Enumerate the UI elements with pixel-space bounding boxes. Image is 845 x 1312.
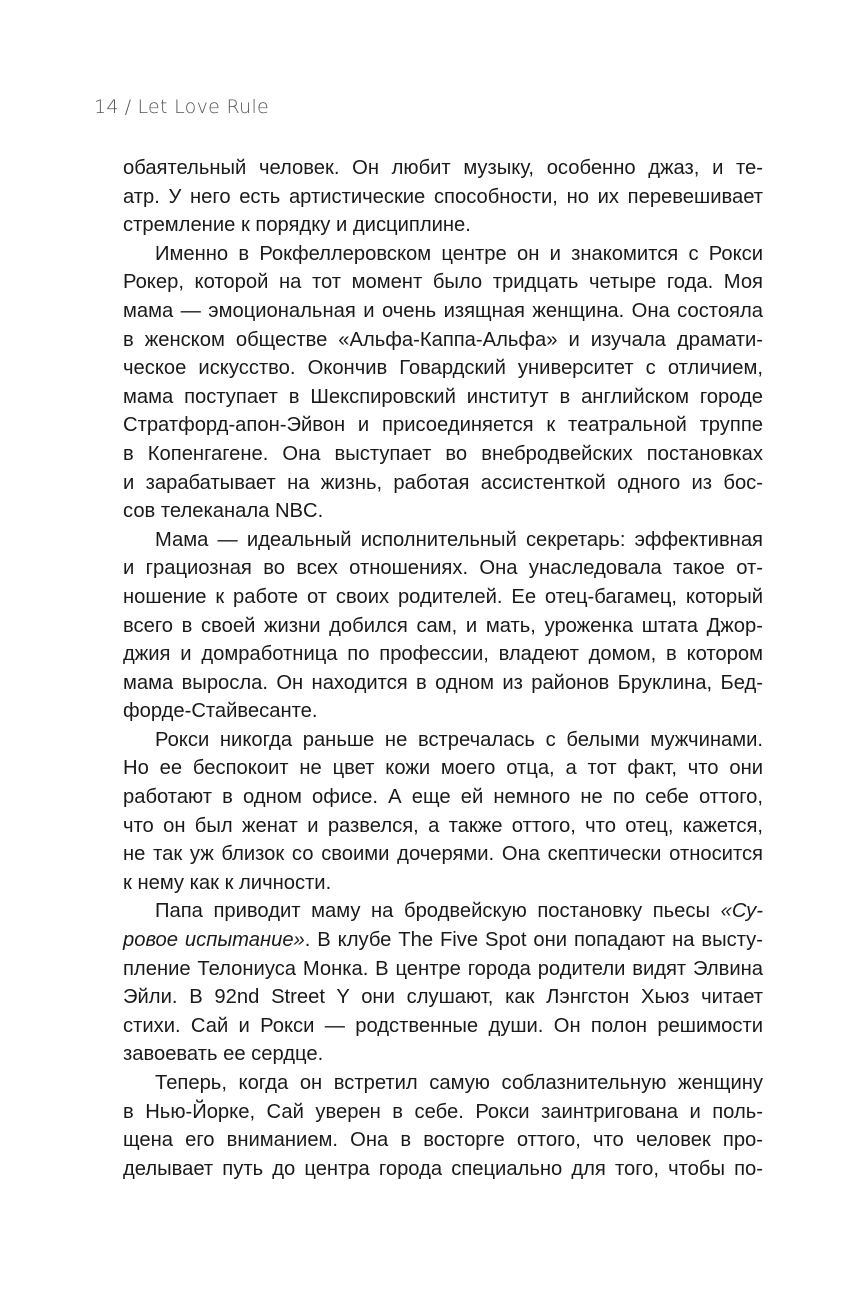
- text-line: Стратфорд-апон-Эйвон и присоединяется к театральной труппе: [123, 414, 763, 437]
- text-line: завоевать ее сердце.: [123, 1043, 324, 1066]
- text-line: Именно в Рокфеллеровском центре он и знакомится с Рокси: [155, 242, 763, 265]
- text-span: Папа приводит маму на бродвейскую постановку пьесы: [155, 900, 721, 923]
- page-number: 14: [94, 96, 119, 118]
- text-line: всего в своей жизни добился сам, и мать, уроженка штата Джор-: [123, 614, 763, 637]
- text-line: и грациозная во всех отношениях. Она унаследовала такое от-: [123, 557, 763, 580]
- text-line: сов телеканала NBC.: [123, 500, 324, 523]
- text-line: работают в одном офисе. А еще ей немного не по себе оттого,: [123, 786, 763, 809]
- text-line: Теперь, когда он встретил самую соблазнительную женщину: [155, 1072, 763, 1094]
- text-line: щена его вниманием. Она в восторге оттого, что человек про-: [123, 1129, 763, 1152]
- body-text: [123, 154, 763, 1183]
- header-separator: /: [124, 96, 132, 118]
- text-line: в Нью-Йорке, Сай уверен в себе. Рокси заинтригована и поль-: [123, 1100, 763, 1123]
- text-line: что он был женат и развелся, а также оттого, что отец, кажется,: [123, 814, 763, 837]
- text-line: к нему как к личности.: [123, 871, 332, 894]
- text-line: мама — эмоциональная и очень изящная женщина. Она состояла: [123, 299, 763, 322]
- text-line: не так уж близок со своими дочерями. Она скептически относится: [123, 843, 763, 866]
- text-line: обаятельный человек. Он любит музыку, особенно джаз, и те-: [123, 157, 763, 179]
- text-line: ношение к работе от своих родителей. Ее отец-багамец, который: [123, 585, 763, 608]
- text-line: атр. У него есть артистические способности, но их перевешивает: [123, 185, 763, 208]
- text-line: Эйли. В 92nd Street Y они слушают, как Лэнгстон Хьюз читает: [123, 986, 763, 1009]
- text-line: [123, 897, 763, 926]
- text-line: пление Телониуса Монка. В центре города родители видят Элвина: [123, 957, 763, 980]
- text-line: Рокер, которой на тот момент было тридцать четыре года. Моя: [123, 271, 763, 294]
- text-span: . В клубе The Five Spot они попадают на высту-: [304, 929, 763, 952]
- text-line: Рокси никогда раньше не встречалась с белыми мужчинами.: [155, 728, 763, 751]
- text-line: делывает путь до центра города специально для того, чтобы по-: [123, 1157, 763, 1180]
- book-title: Let Love Rule: [137, 96, 270, 118]
- text-line: в женском обществе «Альфа-Каппа-Альфа» и изучала драмати-: [123, 328, 763, 351]
- text-line: Мама — идеальный исполнительный секретарь: эффективная: [155, 528, 763, 551]
- running-header: [94, 96, 269, 118]
- text-line: [123, 926, 763, 955]
- text-line: Но ее беспокоит не цвет кожи моего отца, а тот факт, что они: [123, 757, 763, 780]
- text-line: стремление к порядку и дисциплине.: [123, 214, 471, 237]
- italic-title: ровое испытание»: [123, 929, 305, 952]
- text-line: стихи. Сай и Рокси — родственные души. Он полон решимости: [123, 1014, 763, 1037]
- italic-title: «Су-: [720, 900, 763, 923]
- text-line: форде-Стайвесанте.: [123, 700, 318, 723]
- text-line: в Копенгагене. Она выступает во внебродвейских постановках: [123, 442, 763, 465]
- text-line: мама выросла. Он находится в одном из районов Бруклина, Бед-: [123, 671, 763, 694]
- text-line: мама поступает в Шекспировский институт в английском городе: [123, 385, 763, 408]
- text-line: и зарабатывает на жизнь, работая ассистенткой одного из бос-: [123, 471, 763, 494]
- text-line: джия и домработница по профессии, владеют домом, в котором: [123, 643, 763, 666]
- text-line: ческое искусство. Окончив Говардский университет с отличием,: [123, 357, 763, 380]
